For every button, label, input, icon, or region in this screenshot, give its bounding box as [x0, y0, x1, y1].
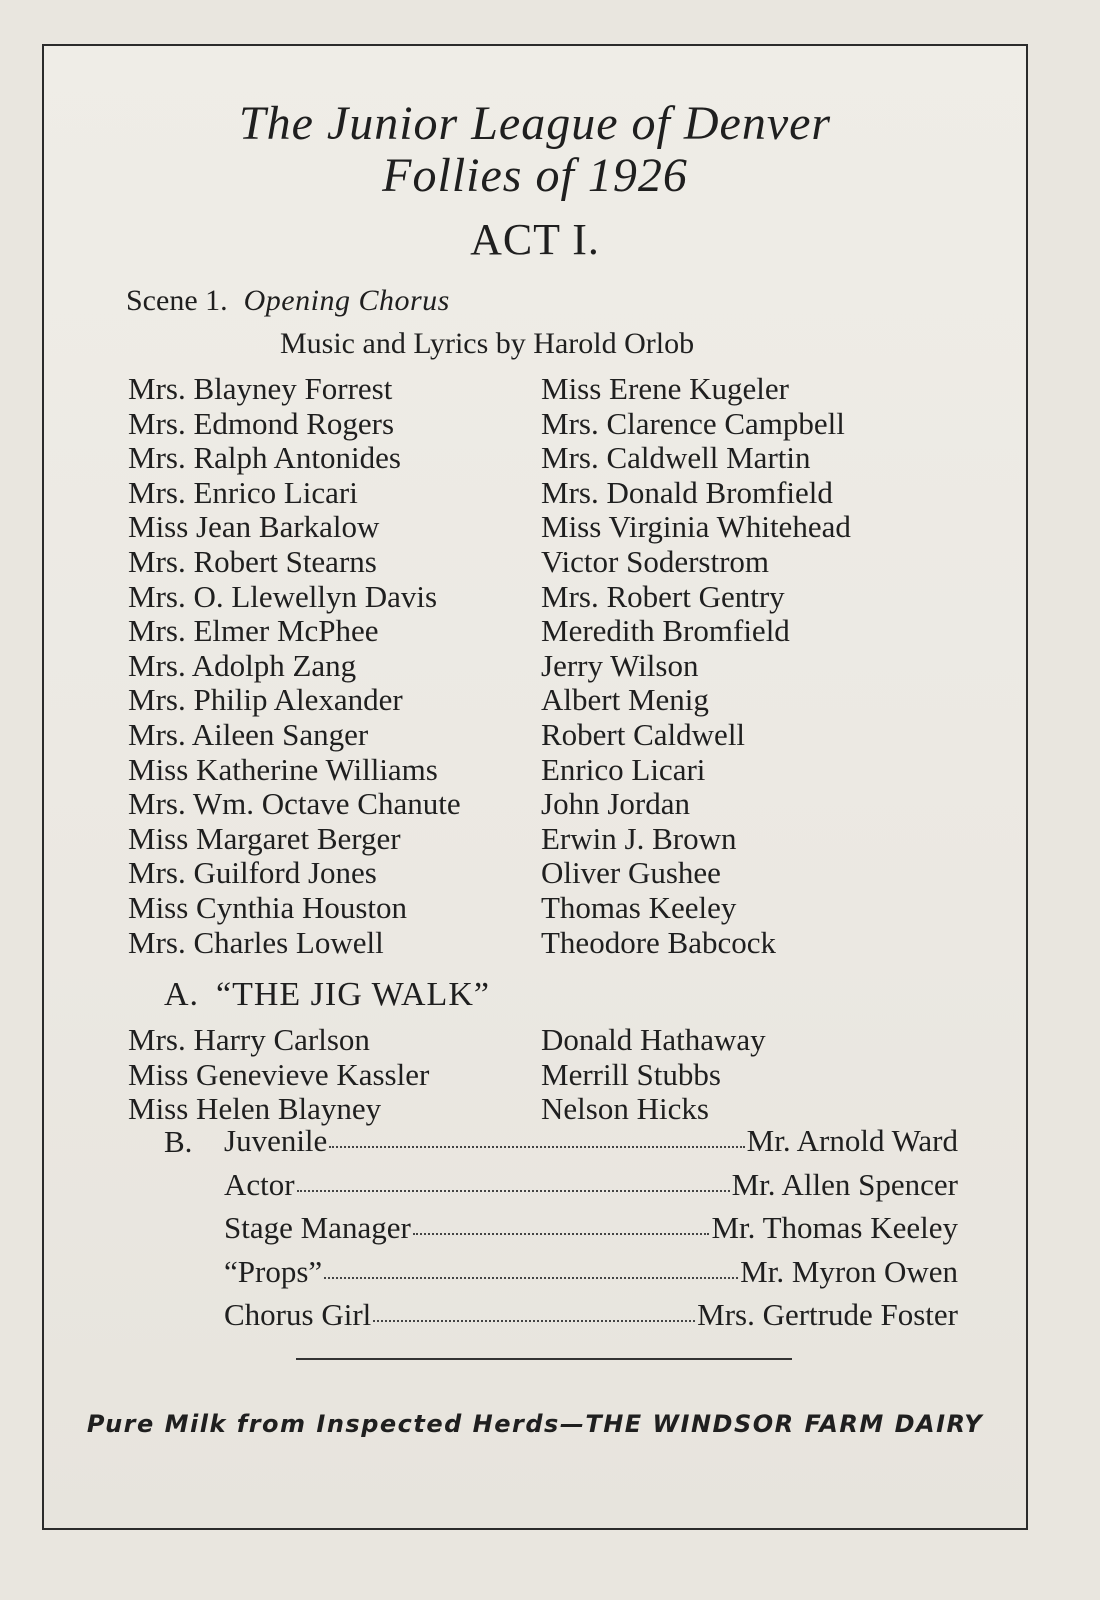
- cast-member: Mrs. Caldwell Martin: [541, 440, 811, 476]
- cast-member: Miss Helen Blayney: [128, 1091, 382, 1126]
- dot-leader: [413, 1233, 710, 1235]
- dot-leader: [329, 1146, 744, 1148]
- cast-member: Merrill Stubbs: [541, 1056, 721, 1092]
- scene-title: Opening Chorus: [243, 284, 450, 317]
- section-a-title: “THE JIG WALK”: [216, 976, 490, 1013]
- cast-member: Mrs. Blayney Forrest: [128, 371, 393, 406]
- cast-member: Mrs. Guilford Jones: [128, 855, 377, 891]
- cast-member: Mrs. Charles Lowell: [128, 924, 384, 960]
- cast-member: Mrs. Robert Stearns: [128, 543, 377, 579]
- cast-member: Mrs. Clarence Campbell: [541, 405, 845, 441]
- program-page: [42, 44, 1028, 1530]
- cast-member: Theodore Babcock: [541, 924, 776, 960]
- cast-member: Meredith Bromfield: [541, 613, 790, 649]
- role-actor: Mr. Arnold Ward: [746, 1123, 958, 1158]
- scene-credits: Music and Lyrics by Harold Orlob: [280, 327, 695, 360]
- dot-leader: [324, 1277, 738, 1279]
- role-name: Actor: [224, 1166, 295, 1202]
- cast-member: Mrs. Philip Alexander: [128, 682, 403, 718]
- section-b-letter: B.: [164, 1124, 193, 1159]
- section-a-heading: [164, 978, 490, 1012]
- role-name: Stage Manager: [224, 1210, 411, 1245]
- cast-member: Miss Virginia Whitehead: [541, 509, 851, 545]
- cast-member: Victor Soderstrom: [541, 543, 770, 579]
- cast-member: Jerry Wilson: [541, 647, 699, 683]
- section-b-roles: [224, 1125, 958, 1343]
- divider-rule: [296, 1358, 792, 1360]
- cast-member: Miss Erene Kugeler: [541, 371, 789, 406]
- act-heading: ACT I.: [470, 215, 600, 264]
- role-row: [224, 1299, 958, 1343]
- jig-walk-right-column: [541, 1023, 766, 1127]
- section-a-letter: A.: [164, 976, 200, 1013]
- cast-member: John Jordan: [541, 786, 690, 822]
- cast-member: Nelson Hicks: [541, 1091, 709, 1126]
- advertisement: Pure Milk from Inspected Herds—THE WINDSOR FARM DAIRY: [86, 1410, 984, 1438]
- cast-member: Miss Cynthia Houston: [128, 889, 408, 925]
- role-actor: Mr. Myron Owen: [740, 1253, 958, 1289]
- role-actor: Mrs. Gertrude Foster: [697, 1297, 958, 1332]
- scene-heading: [126, 286, 450, 316]
- role-actor: Mr. Allen Spencer: [731, 1166, 958, 1202]
- cast-member: Mrs. O. Llewellyn Davis: [128, 578, 438, 614]
- scene-label: Scene 1.: [126, 284, 228, 317]
- cast-member: Erwin J. Brown: [541, 820, 737, 856]
- jig-walk-left-column: [128, 1023, 429, 1127]
- program-title-line-2: Follies of 1926: [382, 149, 688, 202]
- program-title-line-1: The Junior League of Denver: [238, 97, 832, 150]
- cast-member: Mrs. Robert Gentry: [541, 578, 785, 614]
- cast-member: Enrico Licari: [541, 751, 706, 787]
- opening-cast-left-column: [128, 372, 461, 960]
- cast-member: Albert Menig: [541, 682, 709, 718]
- cast-member: Mrs. Aileen Sanger: [128, 716, 369, 752]
- cast-member: Mrs. Harry Carlson: [128, 1022, 370, 1057]
- role-row: [224, 1125, 958, 1169]
- role-row: [224, 1253, 958, 1300]
- role-name: Juvenile: [224, 1123, 328, 1158]
- cast-member: Mrs. Elmer McPhee: [128, 613, 379, 649]
- cast-member: Miss Jean Barkalow: [128, 509, 380, 545]
- cast-member: Mrs. Edmond Rogers: [128, 405, 395, 441]
- role-row: [224, 1212, 958, 1256]
- cast-member: Miss Katherine Williams: [128, 751, 438, 787]
- cast-member: Mrs. Donald Bromfield: [541, 474, 833, 510]
- role-row: [224, 1166, 958, 1213]
- cast-member: Mrs. Wm. Octave Chanute: [128, 786, 461, 822]
- cast-member: Oliver Gushee: [541, 855, 721, 891]
- role-name: “Props”: [224, 1253, 323, 1289]
- dot-leader: [373, 1320, 695, 1322]
- cast-member: Mrs. Enrico Licari: [128, 474, 358, 510]
- cast-member: Miss Margaret Berger: [128, 820, 401, 856]
- cast-member: Mrs. Adolph Zang: [128, 647, 357, 683]
- dot-leader: [297, 1190, 730, 1192]
- cast-member: Mrs. Ralph Antonides: [128, 440, 401, 476]
- role-actor: Mr. Thomas Keeley: [711, 1210, 958, 1245]
- role-name: Chorus Girl: [224, 1297, 372, 1332]
- cast-member: Robert Caldwell: [541, 716, 746, 752]
- opening-cast-right-column: [541, 372, 851, 960]
- cast-member: Thomas Keeley: [541, 889, 737, 925]
- cast-member: Miss Genevieve Kassler: [128, 1056, 430, 1092]
- cast-member: Donald Hathaway: [541, 1022, 766, 1057]
